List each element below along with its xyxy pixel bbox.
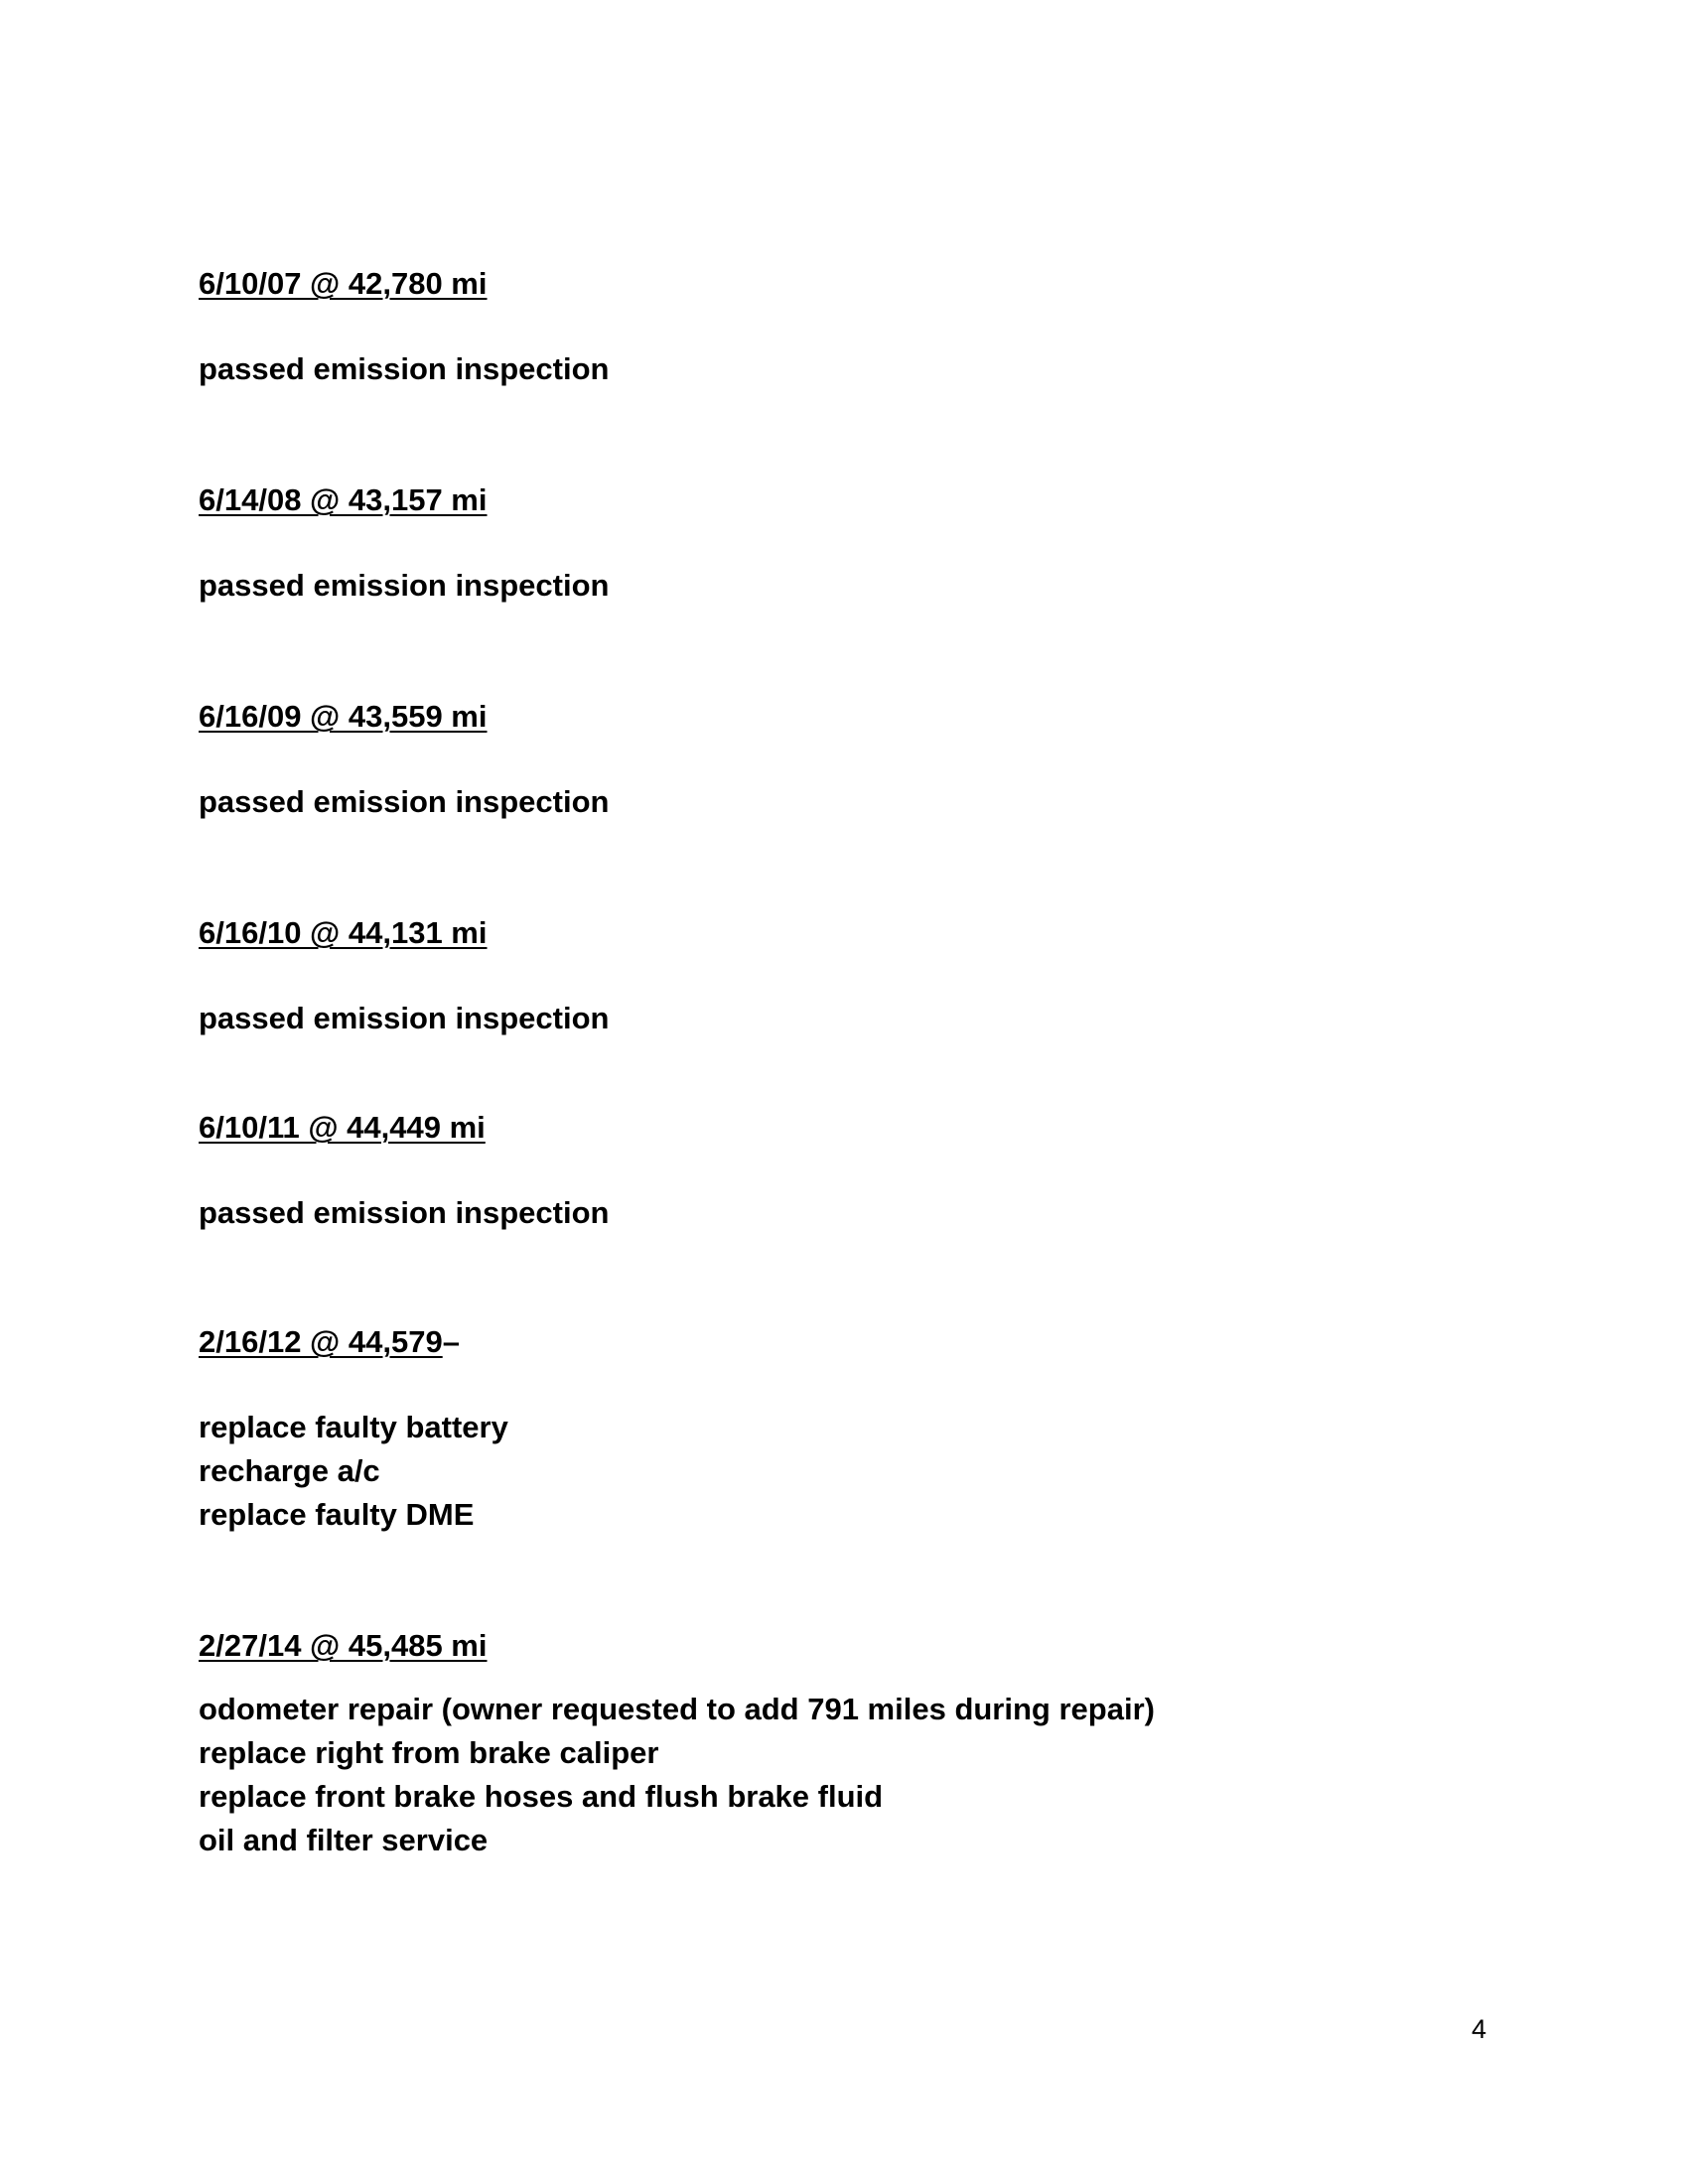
entry-item: passed emission inspection <box>199 1001 610 1035</box>
entry-date-3 <box>199 699 488 735</box>
entry-item: recharge a/c <box>199 1453 380 1488</box>
entry-date-suffix: – <box>442 1324 460 1359</box>
entry-item: replace faulty DME <box>199 1497 475 1532</box>
entry-items-5 <box>199 1191 609 1235</box>
entry-date-5 <box>199 1110 486 1146</box>
entry-date-text: 6/16/09 @ 43,559 mi <box>199 699 488 734</box>
entry-items-7 <box>199 1688 1155 1862</box>
page-number: 4 <box>1472 2014 1487 2044</box>
entry-items-6 <box>199 1406 508 1537</box>
entry-item: odometer repair (owner requested to add 791 miles during repair) <box>199 1692 1155 1726</box>
entry-item: replace faulty battery <box>199 1410 508 1444</box>
entry-item: passed emission inspection <box>199 351 610 386</box>
entry-item: passed emission inspection <box>199 784 610 819</box>
entry-items-2 <box>199 564 609 608</box>
entry-items-1 <box>199 347 609 391</box>
entry-item: replace right from brake caliper <box>199 1735 659 1770</box>
entry-date-text: 2/27/14 @ 45,485 mi <box>199 1628 488 1663</box>
entry-date-7 <box>199 1628 488 1664</box>
entry-date-text: 6/10/07 @ 42,780 mi <box>199 266 488 301</box>
entry-date-text: 6/16/10 @ 44,131 mi <box>199 915 488 950</box>
entry-date-text: 6/10/11 @ 44,449 mi <box>199 1110 486 1145</box>
entry-item: replace front brake hoses and flush brake fluid <box>199 1779 884 1814</box>
entry-date-4 <box>199 915 488 951</box>
entry-date-1 <box>199 266 488 302</box>
entry-date-text: 2/16/12 @ 44,579 <box>199 1324 443 1359</box>
entry-item: passed emission inspection <box>199 1195 610 1230</box>
entry-items-3 <box>199 780 609 824</box>
entry-items-4 <box>199 997 609 1040</box>
entry-date-2 <box>199 482 488 518</box>
entry-date-6 <box>199 1324 460 1360</box>
entry-item: passed emission inspection <box>199 568 610 603</box>
entry-date-text: 6/14/08 @ 43,157 mi <box>199 482 488 517</box>
entry-item: oil and filter service <box>199 1823 489 1857</box>
